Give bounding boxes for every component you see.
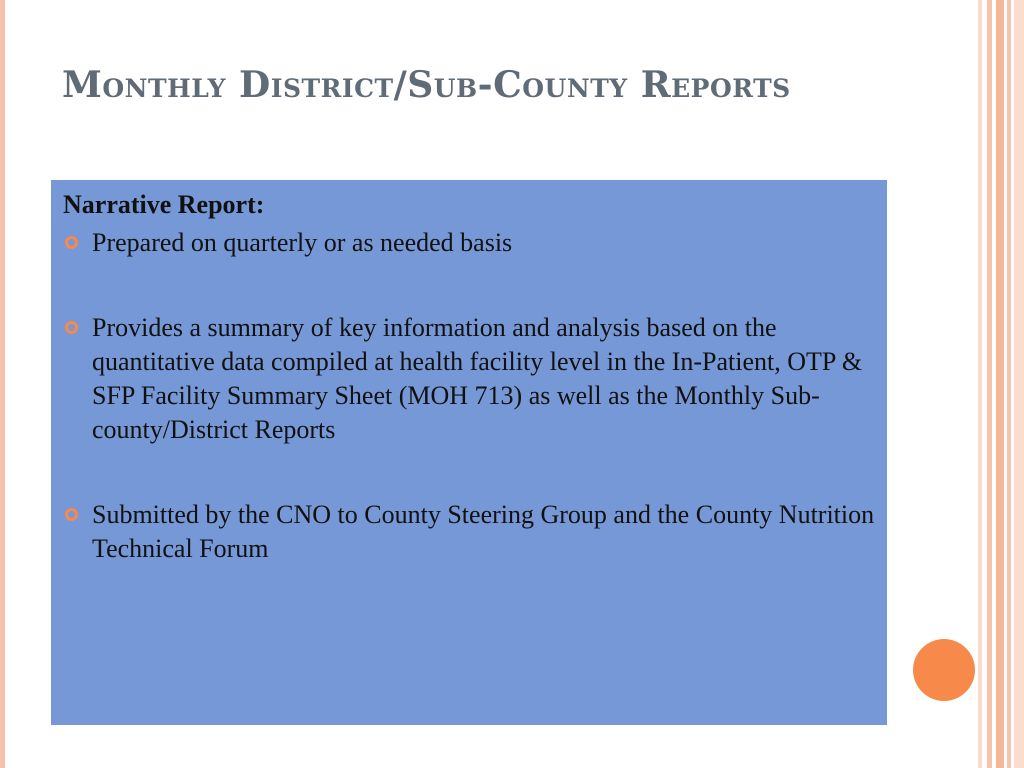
bullet-text: Provides a summary of key information and analysis based on the quantitative data compiled at health facility level in the In-Patient, OTP & SFP Facility Summary Sheet (MOH 713) as well as the Monthly Sub-county/District Reports [92, 313, 863, 444]
decorative-stripe [1007, 0, 1011, 768]
content-box [51, 180, 887, 725]
bullet-list [63, 226, 875, 566]
slide-title: Monthly District/Sub-County Reports [62, 64, 791, 106]
decorative-stripe [987, 0, 992, 768]
bullet-item [63, 498, 875, 566]
right-decorative-stripes [978, 0, 1024, 768]
decorative-stripe [1014, 0, 1024, 768]
decorative-stripe [996, 0, 1004, 768]
hollow-circle-bullet-icon [65, 236, 78, 249]
bullet-item [63, 226, 875, 260]
decorative-stripe [978, 0, 982, 768]
left-decorative-stripe [0, 0, 5, 768]
orange-circle-icon [913, 639, 975, 701]
bullet-text: Submitted by the CNO to County Steering Group and the County Nutrition Technical Forum [92, 500, 875, 563]
bullet-text: Prepared on quarterly or as needed basis [92, 228, 513, 257]
section-heading: Narrative Report: [63, 190, 265, 219]
hollow-circle-bullet-icon [65, 508, 78, 521]
bullet-item [63, 311, 875, 447]
hollow-circle-bullet-icon [65, 321, 78, 334]
